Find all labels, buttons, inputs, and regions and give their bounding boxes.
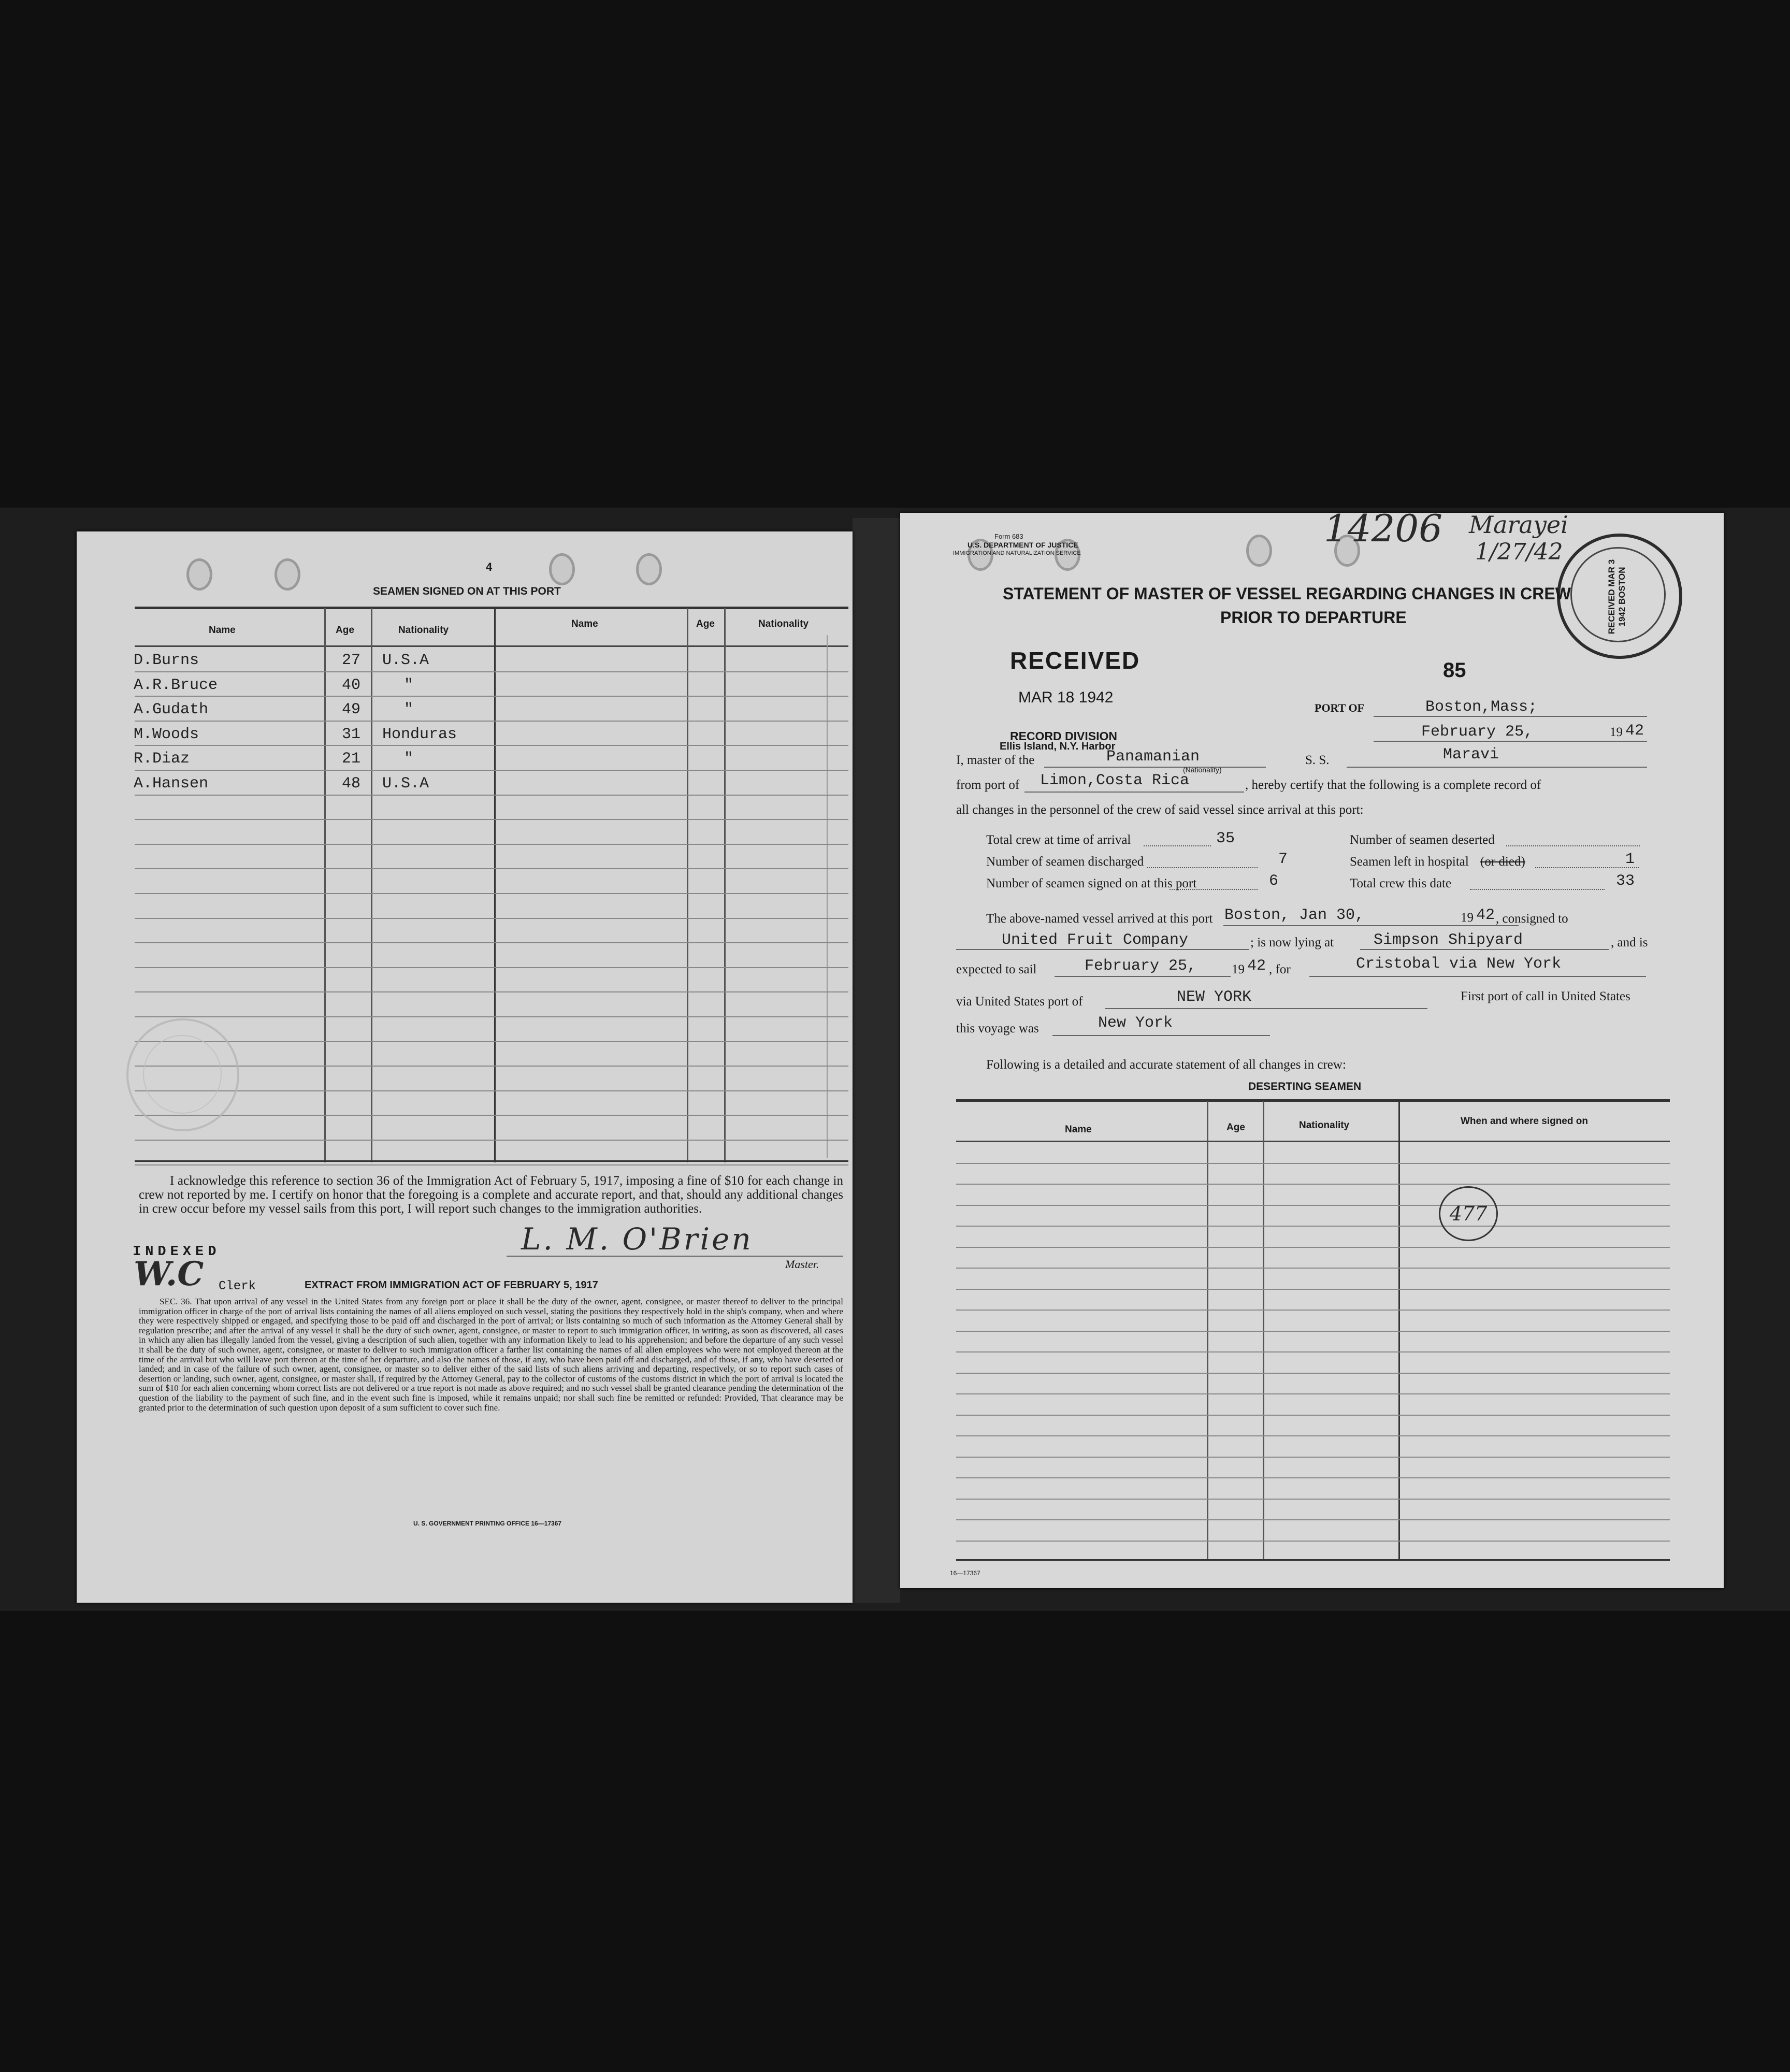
deserting-title: DESERTING SEAMEN <box>1248 1081 1362 1092</box>
arrival-line <box>1223 925 1519 926</box>
table-row-rule <box>956 1247 1670 1248</box>
table-row-rule <box>956 1310 1670 1311</box>
scan-background-bottom <box>0 1611 1790 2072</box>
extract-text: SEC. 36. That upon arrival of any vessel in the United States from any foreign port or place it shall be the duty of the owner, agent, consignee, or master thereof to deliver to the principal immigration officer in charge of the port of arrival lists containing the names of all aliens employed on such vessel, stating the positions they respectively hold in the ship's company, when and where they were respectively shipped or engaged, and specifying those to be paid off and discharged in the port of arrival; or lists containing so much of such information as the Attorney General shall by regulation prescribe; and after the arrival of any vessel it shall be the duty of such owner, agent, consignee, or master to report to such immigration officer, in writing, as soon as discovered, all cases in which any alien has illegally landed from the vessel, giving a description of such alien, together with any information likely to lead to his apprehension; and before the departure of any such vessel it shall be the duty of such owner, agent, consignee, or master to deliver to such immigration officer a farther list containing the names of all alien employees who were not employed thereon at the time of the arrival but who will leave port thereon at the time of her departure, and also the names of those, if any, who have been paid off and discharged, and of those, if any, who have deserted or landed; and in case of the failure of such owner, agent, consignee, or master so to deliver either of the said lists of such aliens arriving and departing, respectively, or so to report such cases of desertion or landing, such owner, agent, consignee, or master shall, if required by the Attorney General, pay to the collector of customs of the customs district in which the port of arrival is located the sum of $10 for each alien concerning whom correct lists are not delivered or a true report is not made as above required; and no such vessel shall be granted clearance pending the determination of the question of the liability to the payment of such fine, and in the event such fine is imposed, while it remains unpaid; nor shall such fine be remitted or refunded: Provided, That clearance may be granted prior to the determination of such question upon deposit of a sum sufficient to cover such fine. <box>139 1297 843 1413</box>
ss-label: S. S. <box>1305 753 1330 767</box>
seaman-name: M.Woods <box>134 725 199 743</box>
col-divider <box>724 608 726 1162</box>
destination-line <box>1309 976 1646 977</box>
sail-year: 42 <box>1247 957 1266 975</box>
sheet-number: 85 <box>1443 659 1466 682</box>
from-port-line <box>1024 792 1244 793</box>
table-row-rule <box>956 1184 1670 1185</box>
master-signature: L. M. O'Brien <box>521 1221 753 1257</box>
from-port-label: from port of <box>956 778 1020 792</box>
table-row-rule <box>135 967 848 968</box>
table-row-rule <box>135 671 848 672</box>
clerk-initials: W.C <box>134 1255 204 1293</box>
first-port-label: First port of call in United States <box>1461 989 1630 1003</box>
hospital-value: 1 <box>1625 851 1635 868</box>
seaman-nationality: " <box>404 701 414 719</box>
table-bottom-rule <box>135 1160 848 1162</box>
consigned-label: , consigned to <box>1496 912 1568 926</box>
seaman-name: A.Gudath <box>134 701 209 719</box>
left-page <box>77 531 853 1603</box>
col-header-signed-on: When and where signed on <box>1461 1116 1588 1127</box>
lying-label: ; is now lying at <box>1250 936 1334 949</box>
col-header-age: Age <box>1226 1122 1245 1133</box>
table-row-rule <box>135 1016 848 1017</box>
table-row-rule <box>956 1457 1670 1458</box>
col-divider <box>687 608 688 1162</box>
consignee-line <box>956 949 1249 950</box>
clerk-label: Clerk <box>219 1279 256 1293</box>
hospital-struck: (or died) <box>1480 855 1525 869</box>
col-header-name-2: Name <box>571 618 598 629</box>
scan-background-top <box>0 0 1790 508</box>
table-row-rule <box>135 795 848 796</box>
right-page <box>900 507 1724 1588</box>
col-divider <box>371 608 372 1162</box>
dot-leader <box>1470 889 1605 890</box>
col-divider <box>324 608 326 1162</box>
seaman-nationality: " <box>404 676 414 694</box>
for-label: , for <box>1269 962 1291 976</box>
table-row-rule <box>135 942 848 943</box>
first-port-line <box>1052 1035 1270 1036</box>
dot-leader <box>1506 845 1640 846</box>
table-row-rule <box>956 1351 1670 1352</box>
punch-hole <box>186 558 212 591</box>
signed-on-label: Number of seamen signed on at this port <box>986 876 1197 890</box>
col-header-name: Name <box>209 625 236 636</box>
table-row-rule <box>956 1226 1670 1227</box>
seaman-age: 31 <box>342 725 361 743</box>
port-value: Boston,Mass; <box>1425 698 1538 716</box>
vessel-name: Maravi <box>1443 746 1499 764</box>
seaman-age: 27 <box>342 652 361 669</box>
seaman-age: 49 <box>342 701 361 719</box>
nationality-line <box>1044 767 1266 768</box>
round-received-stamp: RECEIVED MAR 3 1942 BOSTON <box>1557 534 1682 659</box>
table-row-rule <box>956 1373 1670 1374</box>
table-row-rule <box>135 844 848 845</box>
department-name: U.S. DEPARTMENT OF JUSTICE <box>968 541 1078 549</box>
dot-leader <box>1170 889 1258 890</box>
section-title: SEAMEN SIGNED ON AT THIS PORT <box>373 585 561 597</box>
sail-date: February 25, <box>1085 957 1197 975</box>
seaman-name: D.Burns <box>134 652 199 669</box>
total-crew-date-value: 33 <box>1616 872 1635 890</box>
service-name: IMMIGRATION AND NATURALIZATION SERVICE <box>953 550 1081 556</box>
table-row-rule <box>956 1289 1670 1290</box>
printer-line: U. S. GOVERNMENT PRINTING OFFICE 16—17367 <box>413 1520 562 1527</box>
table-row-rule <box>135 1090 848 1091</box>
table-bottom-rule <box>956 1559 1670 1561</box>
table-row-rule <box>956 1205 1670 1206</box>
table-row-rule <box>135 1115 848 1116</box>
deserted-label: Number of seamen deserted <box>1350 833 1495 847</box>
seaman-age: 48 <box>342 775 361 793</box>
seaman-age: 21 <box>342 750 361 768</box>
col-divider <box>494 608 496 1162</box>
table-row-rule <box>135 696 848 697</box>
table-row-rule <box>135 991 848 992</box>
consignee-value: United Fruit Company <box>1002 931 1189 949</box>
table-row-rule <box>135 721 848 722</box>
seaman-age: 40 <box>342 676 361 694</box>
col-divider <box>827 635 828 1158</box>
table-row-rule <box>135 819 848 820</box>
col-header-nationality: Nationality <box>398 625 449 636</box>
date-line <box>1374 741 1647 742</box>
col-header-name: Name <box>1065 1124 1092 1135</box>
table-row-rule <box>135 770 848 771</box>
master-label: Master. <box>785 1258 819 1271</box>
discharged-label: Number of seamen discharged <box>986 855 1144 869</box>
seaman-nationality: U.S.A <box>382 652 429 669</box>
punch-hole <box>1246 535 1272 567</box>
signed-on-value: 6 <box>1269 872 1279 890</box>
via-line <box>1105 1008 1427 1009</box>
handwritten-note: Marayei <box>1469 511 1568 539</box>
from-port-value: Limon,Costa Rica <box>1040 772 1190 789</box>
table-row-rule <box>956 1393 1670 1394</box>
via-label: via United States port of <box>956 995 1083 1009</box>
table-row-rule <box>135 918 848 919</box>
vessel-line <box>1347 767 1647 768</box>
received-stamp: RECEIVED <box>1010 647 1141 674</box>
form-subtitle: PRIOR TO DEPARTURE <box>1220 608 1407 627</box>
seaman-name: A.Hansen <box>134 775 209 793</box>
hospital-label: Seamen left in hospital <box>1350 855 1469 869</box>
via-value: NEW YORK <box>1177 988 1252 1006</box>
form-number: Form 683 <box>994 533 1023 540</box>
punch-hole <box>549 553 575 585</box>
book-spine <box>853 518 900 1603</box>
acknowledgement-text: I acknowledge this reference to section 36 of the Immigration Act of February 5, 1917, imposing a fine of $10 for each change in crew not reported by me. I certify on honor that the foregoing is a complete and accurate report, and that, should any additional changes in crew occur before my vessel sails from this port, I will report such changes to the immigration authorities. <box>139 1174 843 1216</box>
this-voyage-label: this voyage was <box>956 1021 1039 1035</box>
punch-hole <box>636 553 662 585</box>
footer-code: 16—17367 <box>950 1570 980 1577</box>
table-top-rule <box>956 1099 1670 1102</box>
extract-title: EXTRACT FROM IMMIGRATION ACT OF FEBRUARY 5, 1917 <box>305 1279 598 1291</box>
nationality-value: Panamanian <box>1106 748 1200 766</box>
lying-line <box>1360 949 1609 950</box>
lying-value: Simpson Shipyard <box>1374 931 1523 949</box>
handwritten-date: 1/27/42 <box>1475 539 1563 565</box>
punch-hole <box>275 558 300 591</box>
dot-leader <box>1144 845 1211 846</box>
dot-leader <box>1147 867 1258 868</box>
seaman-name: R.Diaz <box>134 750 190 768</box>
master-text: I, master of the <box>956 753 1035 767</box>
sail-date-line <box>1055 976 1231 977</box>
col-header-age: Age <box>336 625 354 636</box>
table-row-rule <box>135 868 848 869</box>
arrival-text: The above-named vessel arrived at this port <box>986 912 1213 926</box>
table-header-rule <box>956 1141 1670 1142</box>
destination-value: Cristobal via New York <box>1356 955 1562 973</box>
embossed-seal <box>126 1018 239 1131</box>
handwritten-file-number: 14206 <box>1324 507 1443 550</box>
port-line <box>1374 716 1647 717</box>
col-header-nationality-2: Nationality <box>758 618 809 629</box>
arrival-year-prefix: 19 <box>1461 911 1474 925</box>
table-row-rule <box>956 1331 1670 1332</box>
arrival-value: Boston, Jan 30, <box>1224 906 1365 924</box>
dot-leader <box>1535 867 1639 868</box>
seaman-nationality: U.S.A <box>382 775 429 793</box>
col-header-nationality: Nationality <box>1299 1120 1350 1131</box>
port-label: PORT OF <box>1315 701 1364 714</box>
table-row-rule <box>135 1164 848 1166</box>
expected-label: expected to sail <box>956 962 1037 976</box>
nationality-caption: (Nationality) <box>1183 766 1222 774</box>
total-crew-arrival-value: 35 <box>1216 830 1235 847</box>
certify-text: , hereby certify that the following is a complete record of <box>1245 778 1541 792</box>
first-port-value: New York <box>1098 1014 1173 1032</box>
year-value: 42 <box>1625 722 1644 740</box>
table-row-rule <box>956 1163 1670 1164</box>
table-header-rule <box>135 645 848 647</box>
table-top-rule <box>135 607 848 609</box>
table-row-rule <box>135 1066 848 1067</box>
arrival-year: 42 <box>1476 906 1495 924</box>
year-prefix: 19 <box>1610 725 1623 739</box>
sail-year-prefix: 19 <box>1232 962 1245 976</box>
record-division: RECORD DIVISION <box>1010 729 1118 743</box>
table-row-rule <box>135 893 848 894</box>
all-changes-text: all changes in the personnel of the crew of said vessel since arrival at this port: <box>956 803 1364 817</box>
total-crew-date-label: Total crew this date <box>1350 876 1452 890</box>
page-number: 4 <box>486 560 493 573</box>
indexed-stamp: INDEXED <box>133 1244 221 1260</box>
signature-line <box>507 1256 843 1257</box>
table-row-rule <box>956 1477 1670 1478</box>
table-row-rule <box>135 1140 848 1141</box>
following-text: Following is a detailed and accurate statement of all changes in crew: <box>986 1058 1346 1072</box>
date-value: February 25, <box>1421 723 1534 741</box>
total-crew-arrival-label: Total crew at time of arrival <box>986 833 1131 847</box>
received-date: MAR 18 1942 <box>1018 689 1114 706</box>
table-row-rule <box>956 1268 1670 1269</box>
table-row-rule <box>135 1041 848 1042</box>
col-header-age-2: Age <box>696 618 715 629</box>
table-row-rule <box>135 745 848 746</box>
table-row-rule <box>956 1519 1670 1520</box>
form-title: STATEMENT OF MASTER OF VESSEL REGARDING CHANGES IN CREW <box>1003 584 1571 603</box>
seaman-nationality: " <box>404 750 414 768</box>
seaman-nationality: Honduras <box>382 725 457 743</box>
table-row-rule <box>956 1415 1670 1416</box>
record-location: Ellis Island, N.Y. Harbor <box>1000 741 1116 752</box>
discharged-value: 7 <box>1278 851 1288 868</box>
table-row-rule <box>956 1435 1670 1436</box>
table-row-rule <box>956 1499 1670 1500</box>
seaman-name: A.R.Bruce <box>134 676 218 694</box>
handwritten-circle: 477 <box>1439 1186 1498 1241</box>
table-row-rule <box>956 1541 1670 1542</box>
and-is-text: , and is <box>1611 936 1648 949</box>
